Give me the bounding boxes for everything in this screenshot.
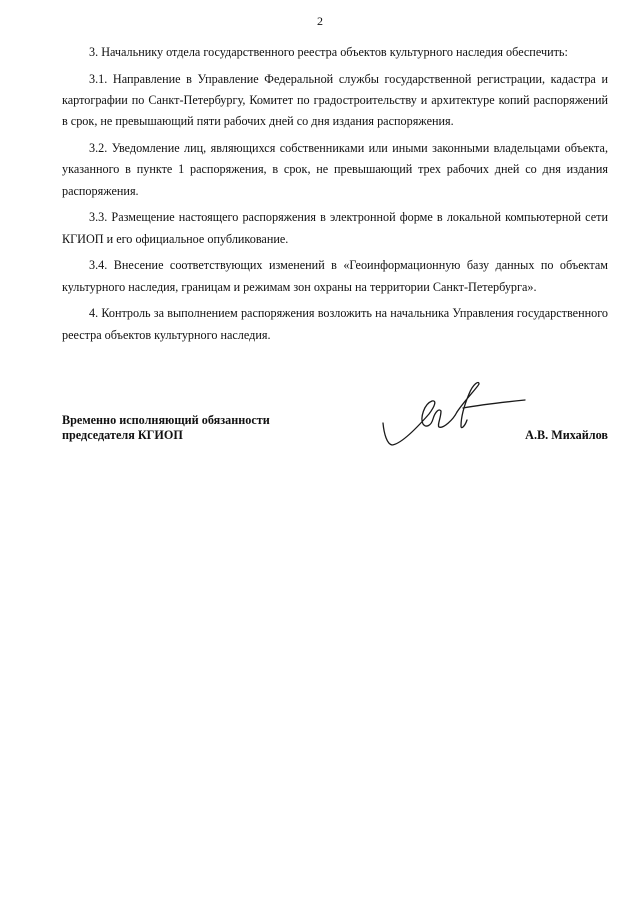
- signatory-name: А.В. Михайлов: [525, 428, 608, 442]
- signature-stroke-left: [383, 401, 457, 445]
- paragraph-3-3: 3.3. Размещение настоящего распоряжения в электронной форме в локальной компьютерной сети КГИОП и его официальное опубликование.: [62, 210, 608, 246]
- paragraph-3-4: 3.4. Внесение соответствующих изменений в «Геоинформационную базу данных по объектам культурного наследия, границам и режимам зон охраны на территории Санкт-Петербурга».: [62, 258, 608, 294]
- signatory-position-line1: Временно исполняющий обязанности: [62, 413, 270, 427]
- paragraph-3: 3. Начальнику отдела государственного реестра объектов культурного наследия обеспечить:: [89, 45, 568, 59]
- paragraph-3-1: 3.1. Направление в Управление Федеральной службы государственной регистрации, кадастра и картографии по Санкт-Петербургу, Комитет по градостроительству и архитектуре копий распоряжений в срок, не превышающий пяти рабочих дней со дня издания распоряжения.: [62, 71, 608, 129]
- page-number: 2: [317, 14, 323, 28]
- document-body: [62, 42, 608, 351]
- paragraph-4: 4. Контроль за выполнением распоряжения возложить на начальника Управления государственного реестра объектов культурного наследия.: [62, 306, 608, 342]
- signature-stroke-right: [457, 382, 525, 427]
- paragraph-3-2: 3.2. Уведомление лиц, являющихся собственниками или иными законными владельцами объекта, указанного в пункте 1 распоряжения, в срок, не превышающий трех рабочих дней со дня издания распоряжения.: [62, 141, 608, 198]
- signatory-position: [62, 413, 270, 442]
- handwritten-signature: [375, 378, 535, 458]
- signatory-position-line2: председателя КГИОП: [62, 427, 183, 442]
